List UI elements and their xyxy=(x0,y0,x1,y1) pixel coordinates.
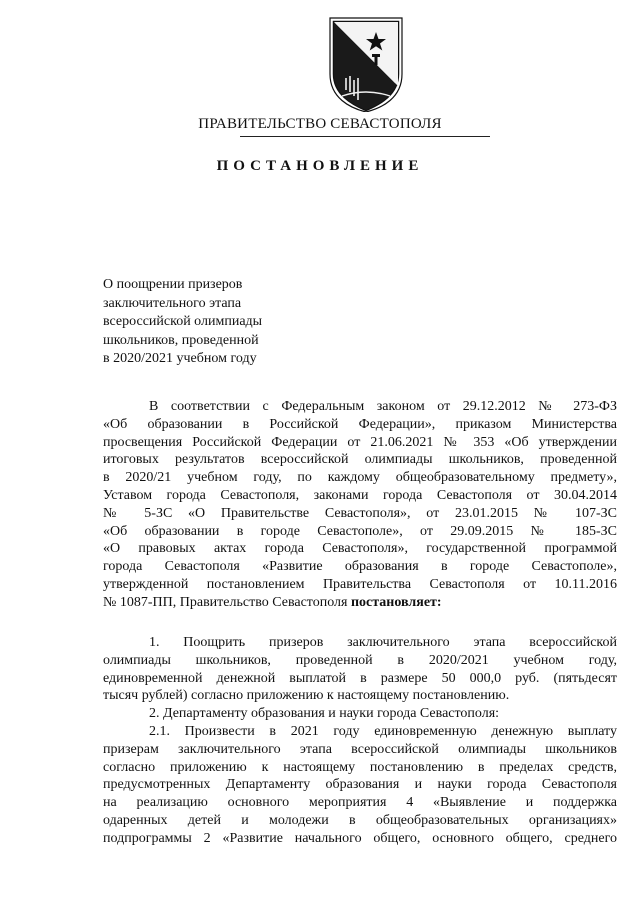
preamble-line: «Об образовании в городе Севастополе», от 29.09.2015 № 185-ЗС xyxy=(103,523,617,539)
organization-name: ПРАВИТЕЛЬСТВО СЕВАСТОПОЛЯ xyxy=(198,116,442,132)
item-2-1-line: предусмотренных Департаменту образования и науки города Севастополя xyxy=(103,777,617,793)
item-2-line: 2. Департаменту образования и науки города Севастополя: xyxy=(149,706,500,722)
item-1-line: единовременной денежной выплатой в размере 50 000,0 руб. (пятьдесят xyxy=(103,670,617,686)
item-1-line: олимпиады школьников, проведенной в 2020/2021 учебном году, xyxy=(103,652,617,668)
item-1-line: 1. Поощрить призеров заключительного этапа всероссийской xyxy=(149,635,617,650)
item-1-line: тысяч рублей) согласно приложению к настоящему постановлению. xyxy=(103,688,510,704)
preamble-closing-line xyxy=(103,594,617,612)
preamble-paragraph xyxy=(103,398,617,612)
preamble-line: «О правовых актах города Севастополя», государственной программой xyxy=(103,541,617,557)
item-2-1-line: на реализацию основного мероприятия 4 «Выявление и поддержка xyxy=(103,795,617,811)
decree-keyword: постановляет: xyxy=(350,594,442,610)
sevastopol-coat-of-arms-emblem xyxy=(328,16,404,112)
preamble-line: итоговых результатов всероссийской олимпиады школьников, проведенной xyxy=(103,452,617,468)
preamble-line: В соответствии с Федеральным законом от 29.12.2012 № 273-ФЗ xyxy=(149,399,617,414)
item-2-1-line: подпрограммы 2 «Развитие начального общего, основного общего, среднего xyxy=(103,830,617,846)
preamble-line: «Об образовании в Российской Федерации», приказом Министерства xyxy=(103,416,617,432)
preamble-line: просвещения Российской Федерации от 21.06.2021 № 353 «Об утверждении xyxy=(103,434,617,450)
preamble-line: Уставом города Севастополя, законами города Севастополя от 30.04.2014 xyxy=(103,487,617,503)
item-2-1-line: одаренных детей и молодежи в общеобразовательных организациях» xyxy=(103,812,617,828)
subject-line: всероссийской олимпиады xyxy=(103,314,263,329)
preamble-closing-text: № 1087-ПП, Правительство Севастополя xyxy=(103,594,348,610)
preamble-line: города Севастополя «Развитие образования в городе Севастополе», xyxy=(103,559,617,575)
preamble-line: утвержденной постановлением Правительства Севастополя от 10.11.2016 xyxy=(103,576,617,592)
item-2-1-line: призерам заключительного этапа всероссийской олимпиады школьников xyxy=(103,741,617,757)
document-type-title: ПОСТАНОВЛЕНИЕ xyxy=(216,158,424,174)
subject-line: школьников, проведенной xyxy=(103,332,259,348)
item-2-1-line: согласно приложению к настоящему постановлению в пределах средств, xyxy=(103,759,617,775)
item-2-1-line: 2.1. Произвести в 2021 году единовременную денежную выплату xyxy=(149,723,617,739)
preamble-line: в 2020/21 учебном году, по каждому общеобразовательному предмету», xyxy=(103,470,617,486)
subject-line: заключительного этапа xyxy=(103,295,242,311)
header-divider xyxy=(240,136,490,137)
decree-items xyxy=(103,634,617,848)
subject-line: О поощрении призеров xyxy=(103,277,243,292)
subject-line: в 2020/2021 учебном году xyxy=(103,351,257,366)
document-subject xyxy=(103,276,363,369)
preamble-line: № 5-ЗС «О Правительстве Севастополя», от 23.01.2015 № 107-ЗС xyxy=(103,505,617,521)
